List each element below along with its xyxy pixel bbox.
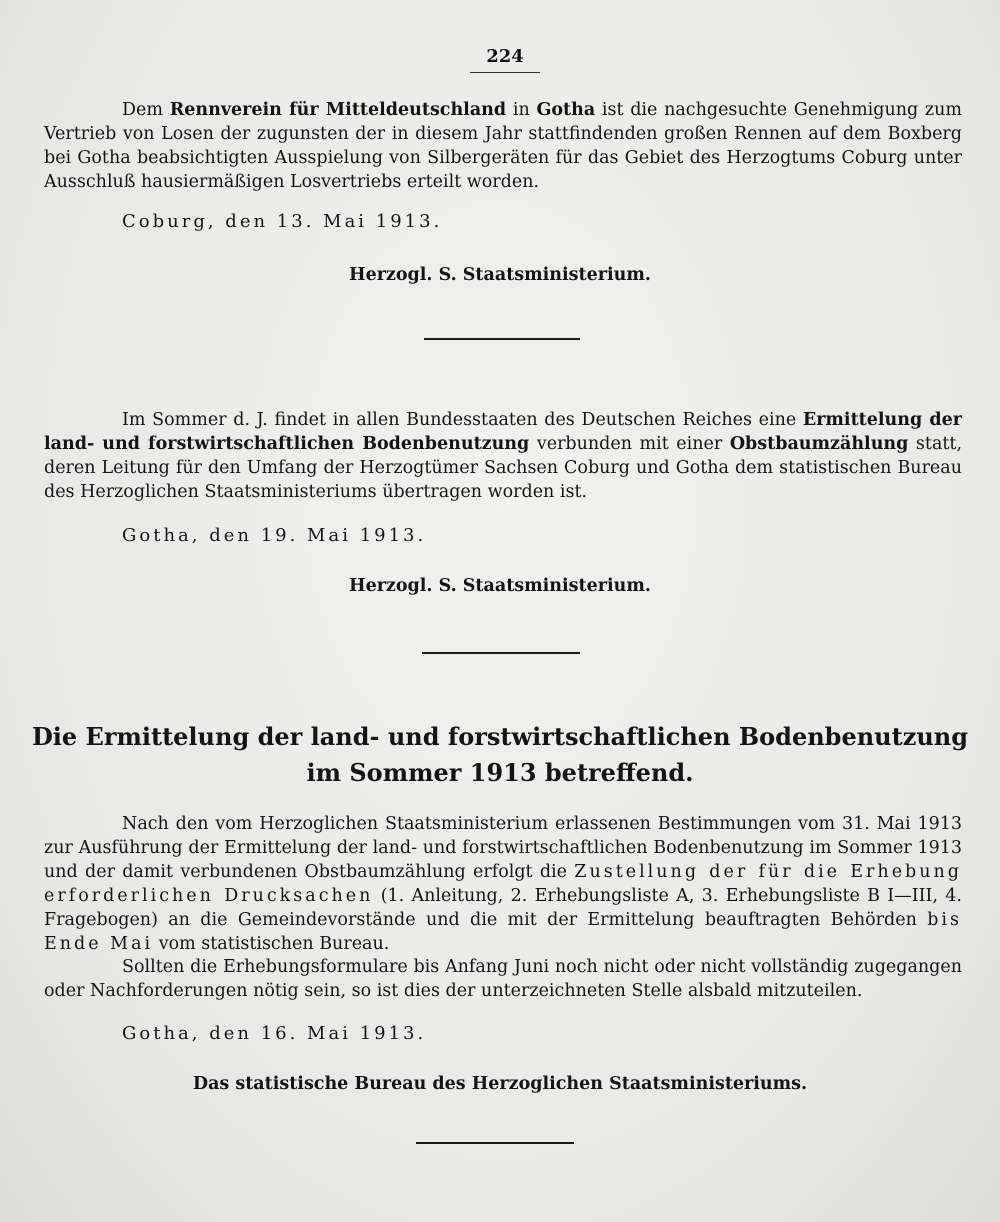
- notice-1-organization: Rennverein für Mitteldeutschland: [169, 100, 507, 120]
- separator-rule-3: [416, 1142, 574, 1144]
- notice-3-p1-text-2: (1. Anleitung, 2. Erhebungsliste A, 3. Erhebungsliste B I—III, 4. Fragebogen) an die Gemeindevorstände und die mit der Ermittelung beauftragten Behörden: [44, 886, 962, 930]
- separator-rule-2: [422, 652, 580, 654]
- notice-1-text-after: ist die nachgesuchte Genehmigung zum Vertrieb von Losen der zugunsten der in diesem Jahr stattfindenden großen Rennen auf dem Boxberg bei Gotha beabsichtigten Ausspielung von Silbergeräten für das Gebiet des Herzogtums Coburg unter Ausschluß hausiermäßigen Losvertriebs erteilt worden.: [44, 100, 963, 192]
- notice-2-signature: Herzogl. S. Staatsministerium.: [349, 576, 651, 596]
- notice-3-paragraph-1: [44, 812, 962, 956]
- notice-3-signature: Das statistische Bureau des Herzoglichen Staatsministeriums.: [192, 1074, 808, 1094]
- notice-3-p2-text: Sollten die Erhebungsformulare bis Anfang Juni noch nicht oder nicht vollständig zugegangen oder Nachforderungen nötig sein, so ist dies der unterzeichneten Stelle alsbald mitzuteilen.: [44, 957, 962, 1001]
- notice-2-bold-2: Obstbaumzählung: [729, 434, 909, 454]
- notice-2-place-date: Gotha, den 19. Mai 1913.: [122, 525, 427, 546]
- notice-3-heading-line-2: im Sommer 1913 betreffend.: [306, 758, 694, 787]
- notice-2-bold-1: Ermittelung der land- und forstwirtschaftlichen Bodenbenutzung: [44, 410, 962, 454]
- notice-3-p1-text-1: Nach den vom Herzoglichen Staatsministerium erlassenen Bestimmungen vom 31. Mai 1913 zur Ausführung der Ermittelung der land- und forstwirtschaftlichen Bodenbenutzung im Sommer 1913 und der damit verbundenen Obstbaumzählung erfolgt die: [44, 814, 962, 882]
- notice-2-text-1: Im Sommer d. J. findet in allen Bundesstaaten des Deutschen Reiches eine: [122, 410, 803, 430]
- separator-rule-1: [424, 338, 580, 340]
- notice-3-heading-line-1: Die Ermittelung der land- und forstwirtschaftlichen Bodenbenutzung: [31, 722, 969, 751]
- notice-1-text: [44, 98, 962, 194]
- notice-3-paragraph-2: [44, 955, 962, 1003]
- notice-3-p1-spaced-1: Zustellung der für die Erhebung erforderlichen Drucksachen: [44, 862, 963, 906]
- notice-3-p1-spaced-2: bis Ende Mai: [44, 910, 962, 954]
- notice-3-place-date: Gotha, den 16. Mai 1913.: [122, 1023, 427, 1044]
- notice-1-signature: Herzogl. S. Staatsministerium.: [349, 265, 651, 285]
- notice-2-text: [44, 408, 962, 504]
- notice-2-text-2: verbunden mit einer: [529, 434, 730, 454]
- page-number: 224: [486, 46, 524, 67]
- page-number-rule: [470, 72, 540, 73]
- notice-1-city: Gotha: [536, 100, 596, 120]
- notice-3-p1-text-3: vom statistischen Bureau.: [153, 934, 390, 954]
- notice-1-text-in: in: [506, 100, 537, 120]
- notice-1-text-before-org: Dem: [122, 100, 170, 120]
- notice-2-text-3: statt, deren Leitung für den Umfang der Herzogtümer Sachsen Coburg und Gotha dem statistischen Bureau des Herzoglichen Staatsministeriums übertragen worden ist.: [44, 434, 963, 502]
- notice-1-place-date: Coburg, den 13. Mai 1913.: [122, 211, 443, 232]
